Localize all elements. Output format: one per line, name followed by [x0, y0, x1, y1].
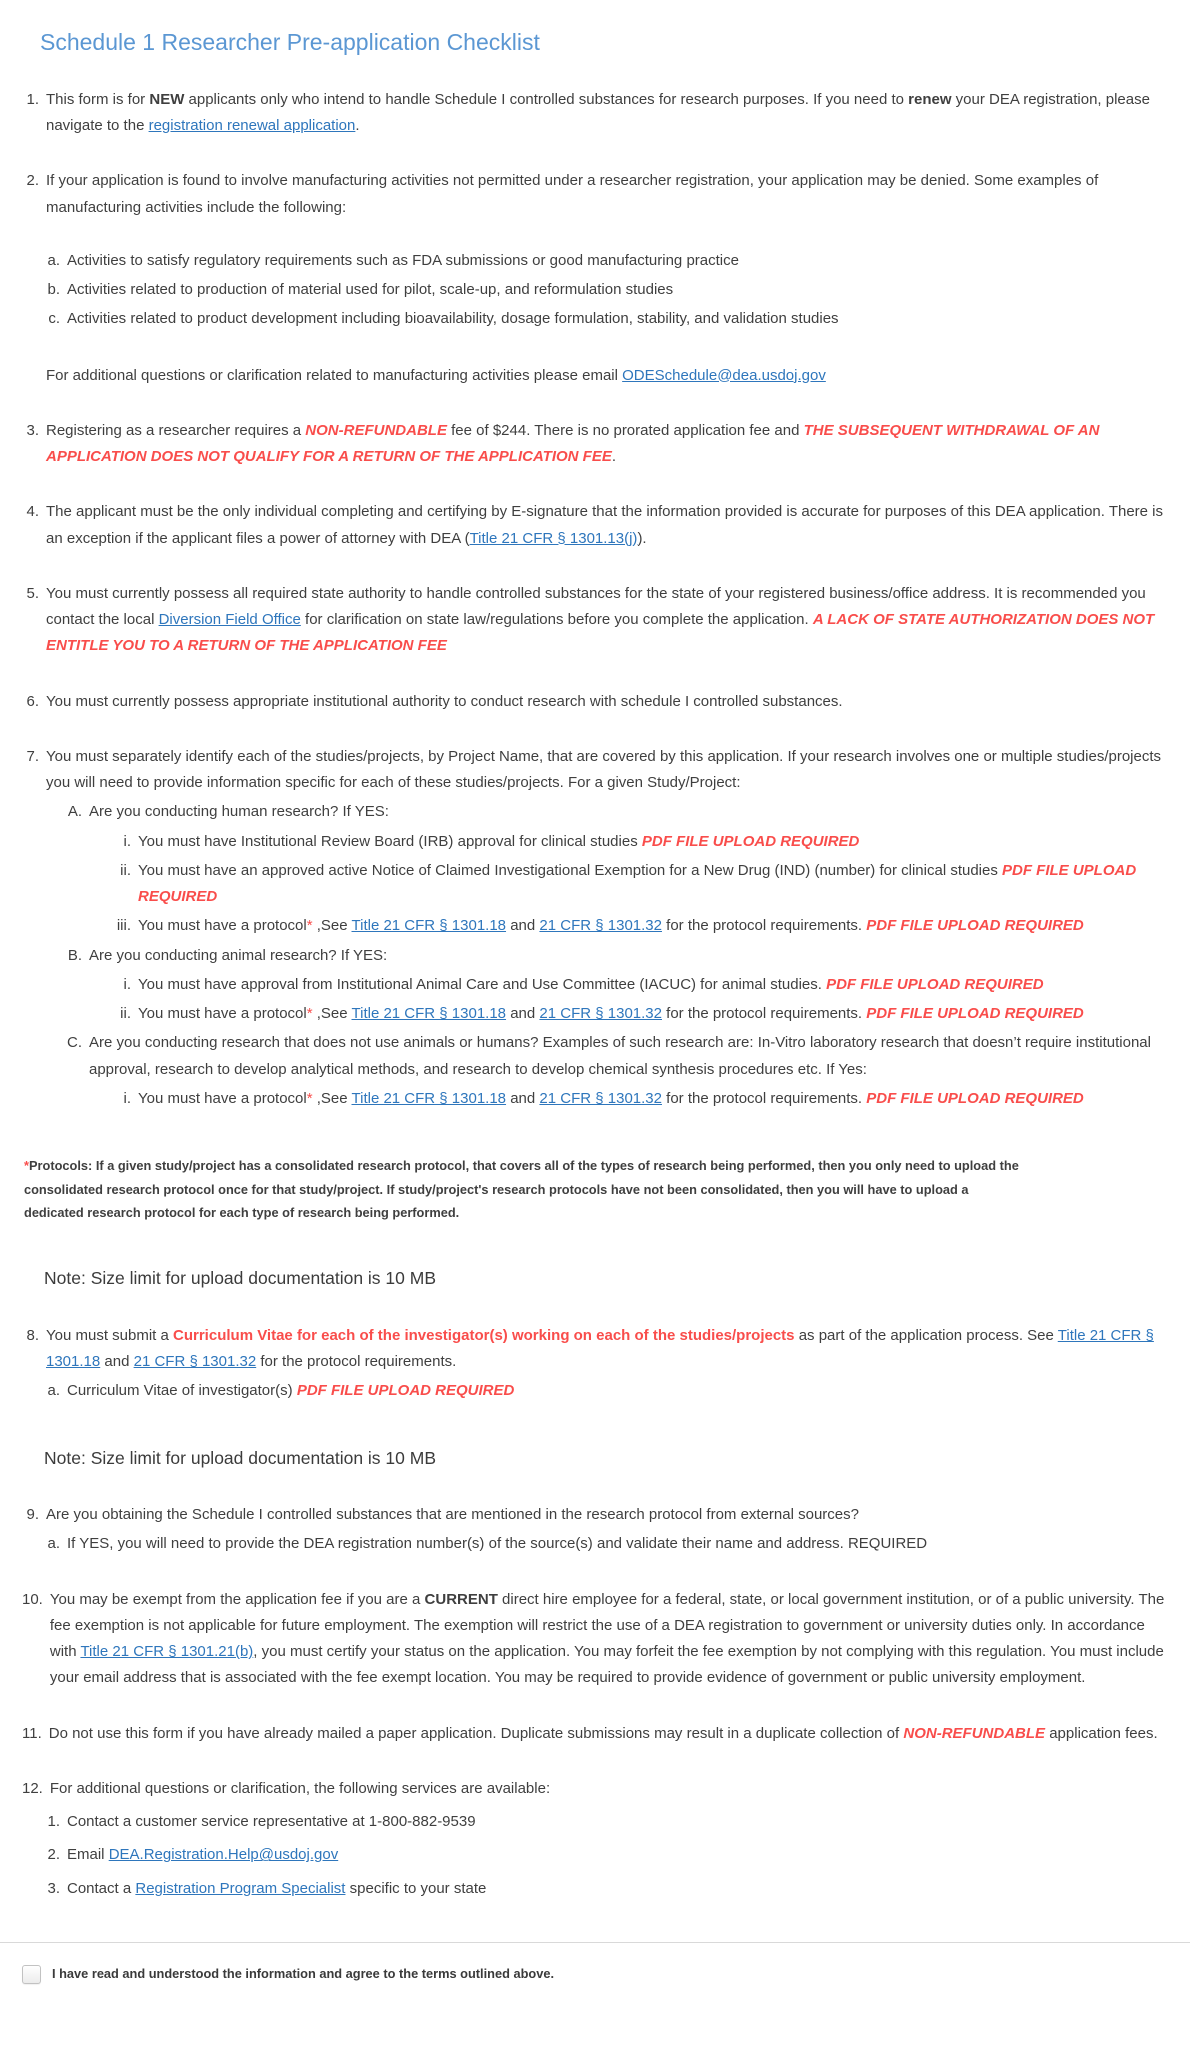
upload-size-note-2: [22, 1443, 1170, 1474]
item-7-sub-A: [66, 799, 1170, 825]
text-segment: PDF FILE UPLOAD REQUIRED: [866, 1089, 1084, 1107]
text-segment: THE SUBSEQUENT WITHDRAWAL OF AN APPLICATION DOES NOT QUALIFY FOR A RETURN OF THE APPLICATION FEE: [46, 421, 1100, 466]
text-segment: Curriculum Vitae for each of the investigator(s) working on each of the studies/projects: [173, 1326, 795, 1344]
text-segment: for the protocol requirements.: [661, 1089, 867, 1107]
text-segment: direct hire employee for a federal, state, or local government institution, or of a public university. The fee exemption is not applicable for future employment. The exemption will restrict the use of a DEA registration to government or university duties only. In accordance with: [49, 1590, 1165, 1661]
item-7-sub-B-i-marker: i.: [123, 975, 131, 993]
item-2-sub-b: [46, 277, 1170, 303]
text-segment: as part of the application process. See: [794, 1326, 1058, 1344]
checklist-content: [22, 87, 1170, 1902]
item-7-sub-A-text: [89, 799, 1170, 825]
checklist-item-7-text: [46, 744, 1170, 797]
text-segment: and: [506, 1089, 540, 1107]
upload-size-note-1: [22, 1263, 1170, 1294]
text-segment: You must currently possess appropriate institutional authority to conduct research with schedule I controlled substances.: [46, 692, 843, 710]
checklist-item-12-marker: 12.: [22, 1779, 43, 1797]
cfr-1301-18-link[interactable]: Title 21 CFR § 1301.18: [351, 917, 507, 935]
cfr-1301-32-link[interactable]: 21 CFR § 1301.32: [133, 1353, 257, 1371]
checklist-item-12-text: [50, 1776, 1170, 1802]
text-segment: .: [611, 448, 617, 466]
cfr-1301-13j-link[interactable]: Title 21 CFR § 1301.13(j): [469, 529, 638, 547]
checklist-item-8-marker: 8.: [26, 1326, 39, 1344]
text-segment: NON-REFUNDABLE: [903, 1724, 1046, 1742]
checklist-item-10-text: [50, 1587, 1170, 1692]
agreement-checkbox[interactable]: [22, 1965, 41, 1984]
checklist-item-4-marker: 4.: [26, 503, 39, 521]
text-segment: for clarification on state law/regulations before you complete the application.: [300, 611, 813, 629]
item-7-sub-A-ii: [110, 858, 1170, 911]
item-8-sub-a-marker: a.: [47, 1382, 60, 1400]
checklist-item-6-marker: 6.: [26, 692, 39, 710]
registration-program-specialist-link[interactable]: Registration Program Specialist: [135, 1879, 346, 1897]
item-12-sub-2-text: [67, 1842, 1170, 1868]
item-12-sub-3: [46, 1876, 1170, 1902]
item-7-sub-B-i-text: [138, 972, 1170, 998]
item-12-sub-3-marker: 3.: [47, 1879, 60, 1897]
text-segment: and: [100, 1353, 134, 1371]
text-segment: PDF FILE UPLOAD REQUIRED: [138, 861, 1137, 906]
checklist-item-4-text: [46, 499, 1170, 552]
item-2-sub-a-marker: a.: [47, 251, 60, 269]
text-segment: and: [506, 1005, 540, 1023]
text-segment: A LACK OF STATE AUTHORIZATION DOES NOT ENTITLE YOU TO A RETURN OF THE APPLICATION FEE: [46, 611, 1155, 655]
text-segment: You must have a protocol: [138, 1089, 307, 1107]
protocols-footnote-text: [24, 1154, 1022, 1225]
text-segment: For additional questions or clarification, the following services are available:: [49, 1779, 551, 1797]
item-8-sub-a: [46, 1378, 1170, 1404]
item-7-sub-B-ii: [110, 1001, 1170, 1027]
checklist-item-9-text: [46, 1502, 1170, 1528]
checklist-item-11-marker: 11.: [22, 1724, 42, 1742]
cfr-1301-18-link[interactable]: Title 21 CFR § 1301.18: [351, 1089, 507, 1107]
item-2-sub-a: [46, 248, 1170, 274]
text-segment: Are you conducting human research? If YES:: [89, 803, 389, 821]
text-segment: for the protocol requirements.: [256, 1353, 457, 1371]
checklist-item-1-marker: 1.: [26, 90, 39, 108]
registration-renewal-application-link[interactable]: registration renewal application: [148, 117, 356, 135]
text-segment: for the protocol requirements.: [661, 1005, 867, 1023]
item-7-sub-C-i: [110, 1086, 1170, 1112]
checklist-item-12: [22, 1776, 1170, 1802]
agreement-row: [22, 1965, 1170, 1984]
checklist-item-2-text: [46, 168, 1170, 221]
text-segment: PDF FILE UPLOAD REQUIRED: [866, 917, 1084, 935]
text-segment: ,See: [312, 1089, 352, 1107]
text-segment: Registering as a researcher requires a: [46, 421, 306, 439]
text-segment: Do not use this form if you have already mailed a paper application. Duplicate submissions may result in a duplicate collection of: [48, 1724, 904, 1742]
item-7-sub-A-iii-text: [138, 913, 1170, 939]
page-title: Schedule 1 Researcher Pre-application Checklist: [40, 29, 540, 55]
checklist-item-6: [22, 689, 1170, 715]
item-2-sub-b-marker: b.: [47, 281, 60, 299]
cfr-1301-32-link[interactable]: 21 CFR § 1301.32: [539, 1089, 662, 1107]
item-7-sub-A-ii-marker: ii.: [120, 861, 131, 879]
item-2-sub-c-marker: c.: [48, 310, 60, 328]
text-segment: This form is for: [46, 90, 150, 108]
item-7-sub-C-marker: C.: [67, 1034, 82, 1052]
text-segment: Contact a: [67, 1879, 136, 1897]
text-segment: for the protocol requirements.: [661, 917, 867, 935]
text-segment: ).: [637, 529, 647, 547]
text-segment: PDF FILE UPLOAD REQUIRED: [641, 832, 860, 850]
item-8-sub-a-text: [67, 1378, 1170, 1404]
text-segment: Note: Size limit for upload documentation is 10 MB: [44, 1447, 436, 1468]
checklist-item-3-marker: 3.: [26, 421, 39, 439]
text-segment: *: [306, 917, 313, 935]
text-segment: You may be exempt from the application fee if you are a: [49, 1590, 425, 1608]
text-segment: and: [506, 917, 540, 935]
upload-size-note-1-text: [44, 1263, 1170, 1294]
text-segment: Are you conducting research that does not use animals or humans? Examples of such research are: In-Vitro laboratory research that doesn’t require institutional approval, research to develop analytical methods, and research to develop chemical synthesis procedures etc. If Yes:: [89, 1034, 1151, 1078]
item-7-sub-B: [66, 943, 1170, 969]
checklist-item-2: [22, 168, 1170, 221]
text-segment: You must have a protocol: [138, 917, 307, 935]
dea-registration-help-email-link[interactable]: DEA.Registration.Help@usdoj.gov: [108, 1846, 339, 1864]
manufacturing-questions-paragraph-text: [46, 363, 1170, 389]
item-7-sub-C-text: [89, 1030, 1170, 1083]
item-7-sub-A-i-text: [138, 829, 1170, 855]
item-7-sub-A-i-marker: i.: [123, 832, 131, 850]
item-7-sub-A-iii: [110, 913, 1170, 939]
text-segment: your DEA registration, please navigate to the: [46, 90, 1150, 135]
text-segment: Activities related to product development including bioavailability, dosage formulation, stability, and validation studies: [67, 310, 839, 328]
item-2-sub-c-text: [67, 306, 1170, 332]
checklist-item-7-marker: 7.: [26, 747, 39, 765]
item-7-sub-C-i-text: [138, 1086, 1170, 1112]
checklist-item-9-marker: 9.: [26, 1506, 39, 1524]
checklist-item-9: [22, 1502, 1170, 1528]
checklist-item-5: [22, 581, 1170, 660]
checklist-item-7: [22, 744, 1170, 797]
item-12-sub-2-marker: 2.: [47, 1846, 60, 1864]
cfr-1301-32-link[interactable]: 21 CFR § 1301.32: [539, 1005, 662, 1023]
text-segment: , you must certify your status on the application. You may forfeit the fee exemption by not complying with this regulation. You must include your email address that is associated with the fee exempt location. You may be required to provide evidence of government or public university employment.: [49, 1643, 1164, 1687]
text-segment: *: [306, 1005, 313, 1023]
cfr-1301-21b-link[interactable]: Title 21 CFR § 1301.21(b): [80, 1643, 254, 1661]
text-segment: PDF FILE UPLOAD REQUIRED: [296, 1382, 515, 1400]
item-7-sub-A-ii-text: [138, 858, 1170, 911]
text-segment: Activities to satisfy regulatory requirements such as FDA submissions or good manufacturing practice: [67, 251, 739, 269]
item-7-sub-B-i: [110, 972, 1170, 998]
text-segment: Are you obtaining the Schedule I controlled substances that are mentioned in the research protocol from external sources?: [46, 1506, 859, 1524]
checklist-item-8-text: [46, 1323, 1170, 1376]
text-segment: You must have a protocol: [138, 1005, 307, 1023]
text-segment: Curriculum Vitae of investigator(s): [67, 1382, 297, 1400]
text-segment: Email: [67, 1846, 109, 1864]
cfr-1301-18-link[interactable]: Title 21 CFR § 1301.18: [351, 1005, 507, 1023]
item-7-sub-C-i-marker: i.: [123, 1089, 131, 1107]
upload-size-note-2-text: [44, 1443, 1170, 1474]
item-7-sub-B-ii-text: [138, 1001, 1170, 1027]
text-segment: application fees.: [1045, 1724, 1158, 1742]
item-9-sub-a-text: [67, 1531, 1170, 1557]
text-segment: Protocols: If a given study/project has a consolidated research protocol, that covers all of the types of research being performed, then you only need to upload the consolidated research protocol once for that study/project. If study/project's research protocols have not been consolidated, then you will have to upload a dedicated research protocol for each type of research being performed.: [24, 1158, 1019, 1221]
cfr-1301-32-link[interactable]: 21 CFR § 1301.32: [539, 917, 662, 935]
section-divider: [0, 1942, 1190, 1943]
checklist-item-5-text: [46, 581, 1170, 660]
manufacturing-questions-paragraph: [22, 363, 1170, 389]
item-12-sub-1: [46, 1809, 1170, 1835]
text-segment: PDF FILE UPLOAD REQUIRED: [826, 975, 1044, 993]
text-segment: NEW: [149, 90, 185, 108]
diversion-field-office-link[interactable]: Diversion Field Office: [158, 611, 301, 629]
checklist-item-8: [22, 1323, 1170, 1376]
text-segment: The applicant must be the only individual completing and certifying by E-signature that the information provided is accurate for purposes of this DEA application. There is an exception if the applicant files a power of attorney with DEA (: [46, 503, 1164, 547]
text-segment: Contact a customer service representative at 1-800-882-9539: [67, 1813, 476, 1831]
item-7-sub-A-marker: A.: [67, 803, 82, 821]
checklist-item-4: [22, 499, 1170, 552]
text-segment: You must separately identify each of the studies/projects, by Project Name, that are covered by this application. If your research involves one or multiple studies/projects you will need to provide information specific for each of these studies/projects. For a given Study/Project:: [46, 747, 1162, 792]
item-2-sub-a-text: [67, 248, 1170, 274]
text-segment: ,See: [312, 917, 352, 935]
item-7-sub-B-text: [89, 943, 1170, 969]
text-segment: You must submit a: [46, 1326, 174, 1344]
text-segment: .: [355, 117, 360, 135]
checklist-item-1-text: [46, 87, 1170, 140]
text-segment: *: [24, 1158, 29, 1174]
item-7-sub-B-ii-marker: ii.: [120, 1005, 131, 1023]
text-segment: Are you conducting animal research? If YES:: [89, 946, 388, 964]
item-12-sub-1-marker: 1.: [47, 1813, 60, 1831]
text-segment: Activities related to production of material used for pilot, scale-up, and reformulation studies: [67, 281, 674, 299]
item-12-sub-3-text: [67, 1876, 1170, 1902]
checklist-item-2-marker: 2.: [26, 172, 39, 190]
text-segment: fee of $244. There is no prorated application fee and: [446, 421, 804, 439]
text-segment: applicants only who intend to handle Schedule I controlled substances for research purposes. If you need to: [184, 90, 909, 108]
text-segment: You must currently possess all required state authority to handle controlled substances for the state of your registered business/office address. It is recommended you contact the local: [46, 584, 1146, 629]
agreement-label: I have read and understood the information and agree to the terms outlined above.: [52, 1966, 554, 1982]
text-segment: If YES, you will need to provide the DEA registration number(s) of the source(s) and validate their name and address. REQUIRED: [67, 1535, 928, 1553]
text-segment: You must have an approved active Notice of Claimed Investigational Exemption for a New Drug (IND) (number) for clinical studies: [138, 861, 1003, 879]
text-segment: *: [306, 1089, 313, 1107]
checklist-item-5-marker: 5.: [26, 584, 39, 602]
text-segment: PDF FILE UPLOAD REQUIRED: [866, 1005, 1084, 1023]
item-12-sub-2: [46, 1842, 1170, 1868]
checklist-item-11: [22, 1721, 1170, 1747]
text-segment: If your application is found to involve manufacturing activities not permitted under a researcher registration, your application may be denied. Some examples of manufacturing activities include the following:: [46, 172, 1099, 216]
checklist-item-10: [22, 1587, 1170, 1692]
text-segment: Note: Size limit for upload documentation is 10 MB: [44, 1268, 436, 1289]
text-segment: specific to your state: [345, 1879, 487, 1897]
checklist-item-6-text: [46, 689, 1170, 715]
text-segment: NON-REFUNDABLE: [305, 421, 447, 439]
item-9-sub-a-marker: a.: [47, 1535, 60, 1553]
item-7-sub-C: [66, 1030, 1170, 1083]
text-segment: You must have Institutional Review Board (IRB) approval for clinical studies: [138, 832, 642, 850]
checklist-item-1: [22, 87, 1170, 140]
checklist-item-3: [22, 418, 1170, 471]
text-segment: ,See: [312, 1005, 352, 1023]
item-2-sub-c: [46, 306, 1170, 332]
text-segment: For additional questions or clarification related to manufacturing activities please email: [46, 366, 623, 384]
item-7-sub-A-iii-marker: iii.: [116, 917, 131, 935]
item-7-sub-B-marker: B.: [67, 946, 82, 964]
odeschedule-email-link[interactable]: ODESchedule@dea.usdoj.gov: [622, 366, 826, 384]
item-7-sub-A-i: [110, 829, 1170, 855]
checklist-item-3-text: [46, 418, 1170, 471]
protocols-footnote: [22, 1154, 1022, 1225]
text-segment: CURRENT: [424, 1590, 498, 1608]
item-2-sub-b-text: [67, 277, 1170, 303]
text-segment: You must have approval from Institutional Animal Care and Use Committee (IACUC) for animal studies.: [138, 975, 827, 993]
text-segment: renew: [908, 90, 952, 108]
checklist-item-11-text: [49, 1721, 1170, 1747]
item-9-sub-a: [46, 1531, 1170, 1557]
cfr-1301-18-link[interactable]: Title 21 CFR § 1301.18: [46, 1326, 1154, 1371]
item-12-sub-1-text: [67, 1809, 1170, 1835]
checklist-item-10-marker: 10.: [22, 1590, 43, 1608]
